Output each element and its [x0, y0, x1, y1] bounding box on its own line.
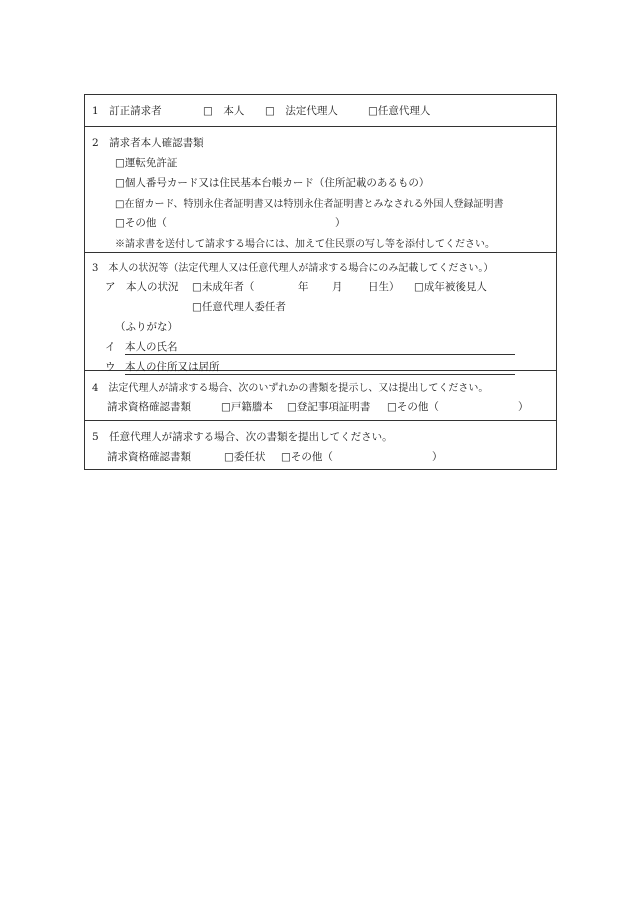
other-doc-checkbox[interactable]: □その他（	[115, 217, 167, 229]
mynumber-card-checkbox[interactable]: □個人番号カード又は住民基本台帳カード（住所記載のあるもの）	[115, 177, 430, 189]
section-requester	[85, 95, 556, 127]
agent-principal-checkbox[interactable]: □任意代理人委任者	[192, 301, 286, 313]
birth-month-unit: 月	[332, 281, 343, 293]
identity-docs-title: 2 請求者本人確認書類	[92, 137, 204, 149]
drivers-license-checkbox[interactable]: □運転免許証	[115, 157, 178, 169]
agent-docs-title: 5 任意代理人が請求する場合、次の書類を提出してください。	[92, 431, 393, 443]
agent-other-close-paren: ）	[432, 451, 443, 463]
furigana-label: （ふりがな）	[115, 321, 178, 333]
adult-guardian-checkbox[interactable]: □成年被後見人	[414, 281, 487, 293]
agent-other-checkbox[interactable]: □その他（	[281, 451, 333, 463]
section-legal-rep-docs	[85, 371, 556, 421]
other-doc-close-paren: ）	[335, 217, 346, 229]
principal-status-title: 3 本人の状況等（法定代理人又は任意代理人が請求する場合にのみ記載してください。）	[92, 263, 494, 274]
section-principal-status	[85, 253, 556, 371]
principal-status-label: ア 本人の状況	[105, 281, 179, 293]
principal-name-label: 本人の氏名	[125, 341, 178, 353]
requester-self-checkbox[interactable]: □ 本人	[203, 105, 245, 117]
principal-name-field[interactable]	[125, 354, 515, 355]
birth-year-unit: 年	[298, 281, 309, 293]
section-agent-docs	[85, 421, 556, 469]
residence-card-checkbox[interactable]: □在留カード、特別永住者証明書又は特別永住者証明書とみなされる外国人登録証明書	[115, 199, 504, 210]
principal-address-marker: ウ	[105, 361, 116, 373]
power-of-attorney-checkbox[interactable]: □委任状	[224, 451, 266, 463]
mailing-note: ※請求書を送付して請求する場合には、加えて住民票の写し等を添付してください。	[115, 239, 495, 250]
section-identity-documents	[85, 127, 556, 253]
legal-rep-docs-title: 4 法定代理人が請求する場合、次のいずれかの書類を提示し、又は提出してください。	[92, 383, 489, 394]
legal-rep-other-close-paren: ）	[518, 401, 529, 413]
requester-agent-checkbox[interactable]: □任意代理人	[368, 105, 431, 117]
principal-address-label: 本人の住所又は居所	[125, 361, 220, 373]
registry-certificate-checkbox[interactable]: □登記事項証明書	[287, 401, 371, 413]
legal-rep-docs-label: 請求資格確認書類	[107, 401, 191, 413]
agent-docs-label: 請求資格確認書類	[107, 451, 191, 463]
requester-legal-rep-checkbox[interactable]: □ 法定代理人	[265, 105, 338, 117]
family-register-checkbox[interactable]: □戸籍謄本	[221, 401, 273, 413]
birth-day-unit: 日生）	[368, 281, 400, 293]
requester-title: 1 訂正請求者	[92, 105, 162, 117]
correction-request-form	[84, 94, 557, 470]
principal-name-marker: イ	[105, 341, 116, 353]
minor-checkbox[interactable]: □未成年者（	[192, 281, 255, 293]
legal-rep-other-checkbox[interactable]: □その他（	[387, 401, 439, 413]
